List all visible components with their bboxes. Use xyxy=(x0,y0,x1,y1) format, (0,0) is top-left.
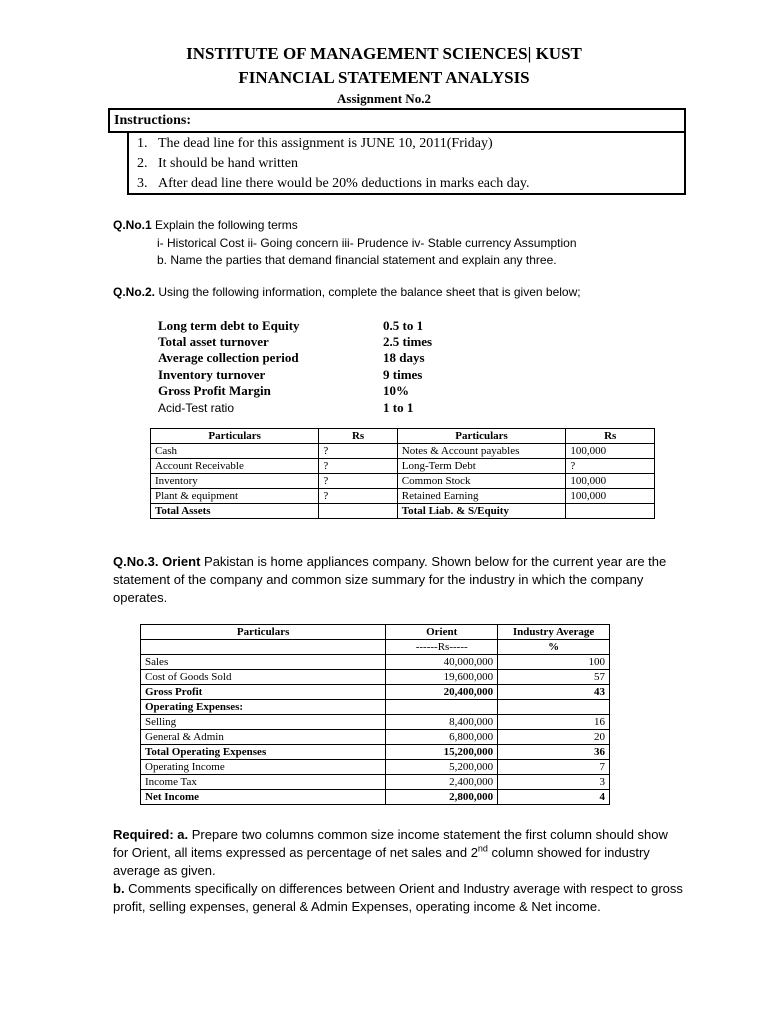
instruction-item: 1. The dead line for this assignment is JUNE 10, 2011(Friday) xyxy=(137,136,493,151)
instruction-item: 2. It should be hand written xyxy=(137,156,298,171)
question-2 xyxy=(113,285,581,299)
table-row: Cash ? Notes & Account payables 100,000 xyxy=(151,444,655,459)
question-3-label: Q.No.3. Orient xyxy=(113,554,201,569)
table-row: Account Receivable ? Long-Term Debt ? xyxy=(151,459,655,474)
question-1-part-b: b. Name the parties that demand financial statement and explain any three. xyxy=(157,253,557,267)
table-row: General & Admin 6,800,000 20 xyxy=(141,730,610,745)
income-statement-table xyxy=(140,624,610,805)
table-row: Gross Profit 20,400,000 43 xyxy=(141,685,610,700)
table-row: Cost of Goods Sold 19,600,000 57 xyxy=(141,670,610,685)
table-row: Net Income 2,800,000 4 xyxy=(141,790,610,805)
required-part-a: Required: a. Prepare two columns common size income statement the first column should show for Orient, all items expressed as percentage of net sales and 2nd column showed for industry average as given. xyxy=(113,827,668,878)
question-1-text: Explain the following terms xyxy=(151,218,298,232)
table-row: Sales 40,000,000 100 xyxy=(141,655,610,670)
table-subheader-row: ------Rs----- % xyxy=(141,640,610,655)
question-3-text: Pakistan is home appliances company. Shown below for the current year are the statement of the company and common size summary for the industry in which the company operates. xyxy=(113,554,667,605)
table-row: Selling 8,400,000 16 xyxy=(141,715,610,730)
instructions-list xyxy=(127,133,686,195)
table-row: Income Tax 2,400,000 3 xyxy=(141,775,610,790)
question-3 xyxy=(113,553,683,607)
table-row: Total Operating Expenses 15,200,000 36 xyxy=(141,745,610,760)
table-row: Operating Income 5,200,000 7 xyxy=(141,760,610,775)
table-total-row: Total Assets Total Liab. & S/Equity xyxy=(151,504,655,519)
question-1-terms: i- Historical Cost ii- Going concern iii- Prudence iv- Stable currency Assumption xyxy=(157,236,577,250)
table-row: Plant & equipment ? Retained Earning 100,000 xyxy=(151,489,655,504)
course-title: FINANCIAL STATEMENT ANALYSIS xyxy=(238,68,530,87)
question-2-label: Q.No.2. xyxy=(113,285,156,299)
table-header-row: Particulars Orient Industry Average xyxy=(141,625,610,640)
required-part-b: b. Comments specifically on differences between Orient and Industry average with respect to gross profit, selling expenses, general & Admin Expenses, operating income & Net income. xyxy=(113,881,683,914)
instructions-heading: Instructions: xyxy=(108,108,686,133)
balance-sheet-table xyxy=(150,428,655,519)
table-header-row: Particulars Rs Particulars Rs xyxy=(151,429,655,444)
required-section xyxy=(113,826,683,916)
institute-title: INSTITUTE OF MANAGEMENT SCIENCES| KUST xyxy=(186,44,582,63)
table-row: Inventory ? Common Stock 100,000 xyxy=(151,474,655,489)
assignment-title: Assignment No.2 xyxy=(337,91,431,106)
question-1-label: Q.No.1 xyxy=(113,218,152,232)
question-2-text: Using the following information, complete the balance sheet that is given below; xyxy=(155,285,581,299)
table-row: Operating Expenses: xyxy=(141,700,610,715)
instruction-item: 3. After dead line there would be 20% deductions in marks each day. xyxy=(137,176,530,191)
question-1 xyxy=(113,218,298,232)
